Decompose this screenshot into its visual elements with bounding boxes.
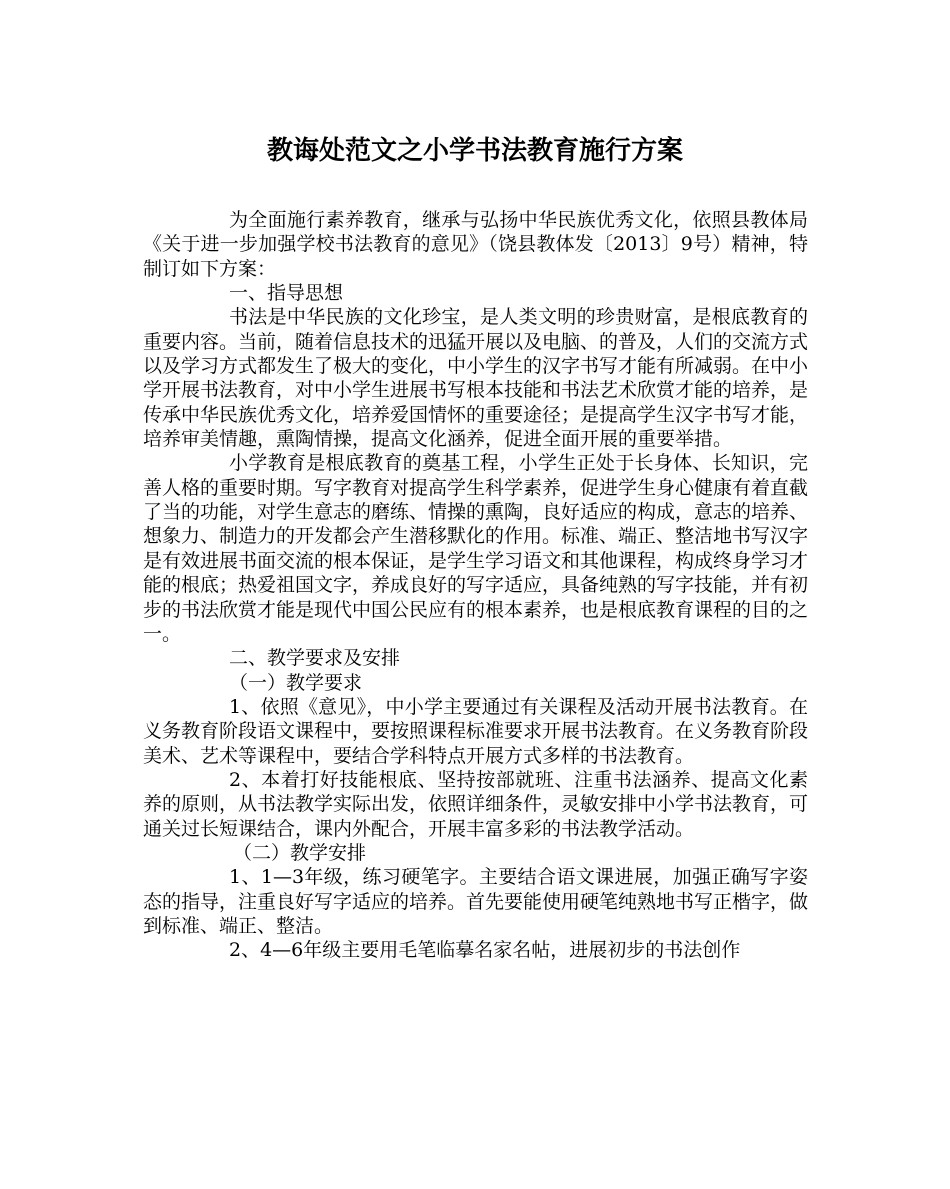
- section-heading: 二、教学要求及安排: [229, 647, 401, 670]
- document-body: [143, 208, 808, 963]
- section-heading: 一、指导思想: [229, 282, 344, 305]
- body-paragraph: 为全面施行素养教育，继承与弘扬中华民族优秀文化，依照县教体局《关于进一步加强学校书法教育的意见》（饶县教体发〔2013〕9号）精神，特制订如下方案：: [143, 209, 808, 280]
- document-title: 教诲处范文之小学书法教育施行方案: [266, 136, 683, 166]
- section-heading: （二）教学安排: [233, 841, 367, 864]
- body-paragraph: 1、1—3年级，练习硬笔字。主要结合语文课进展，加强正确写字姿态的指导，注重良好写字适应的培养。首先要能使用硬笔纯熟地书写正楷字，做到标准、端正、整洁。: [143, 866, 809, 937]
- body-paragraph: 2、4—6年级主要用毛笔临摹名家名帖，进展初步的书法创作: [229, 939, 741, 962]
- section-heading: （一）教学要求: [229, 671, 363, 694]
- body-paragraph: 1、依照《意见》，中小学主要通过有关课程及活动开展书法教育。在义务教育阶段语文课程中，要按照课程标准要求开展书法教育。在义务教育阶段美术、艺术等课程中，要结合学科特点开展方式多样的书法教育。: [143, 695, 809, 767]
- body-paragraph: 2、本着打好技能根底、坚持按部就班、注重书法涵养、提高文化素养的原则，从书法教学实际出发，依照详细条件，灵敏安排中小学书法教育，可通关过长短课结合，课内外配合，开展丰富多彩的书法教学活动。: [143, 768, 809, 840]
- body-paragraph: 小学教育是根底教育的奠基工程，小学生正处于长身体、长知识，完善人格的重要时期。写字教育对提高学生科学素养，促进学生身心健康有着直截了当的功能，对学生意志的磨练、情操的熏陶，良好适应的构成，意志的培养、想象力、制造力的开发都会产生潜移默化的作用。标准、端正、整洁地书写汉字是有效进展书面交流的根本保证，是学生学习语文和其他课程，构成终身学习才能的根底；热爱祖国文字，养成良好的写字适应，具备纯熟的写字技能，并有初步的书法欣赏才能是现代中国公民应有的根本素养，也是根底教育课程的目的之一。: [143, 452, 809, 645]
- body-paragraph: 书法是中华民族的文化珍宝，是人类文明的珍贵财富，是根底教育的重要内容。当前，随着信息技术的迅猛开展以及电脑、的普及，人们的交流方式以及学习方式都发生了极大的变化，中小学生的汉字书写才能有所减弱。在中小学开展书法教育，对中小学生进展书写根本技能和书法艺术欣赏才能的培养，是传承中华民族优秀文化，培养爱国情怀的重要途径；是提高学生汉字书写才能，培养审美情趣，熏陶情操，提高文化涵养，促进全面开展的重要举措。: [143, 306, 809, 451]
